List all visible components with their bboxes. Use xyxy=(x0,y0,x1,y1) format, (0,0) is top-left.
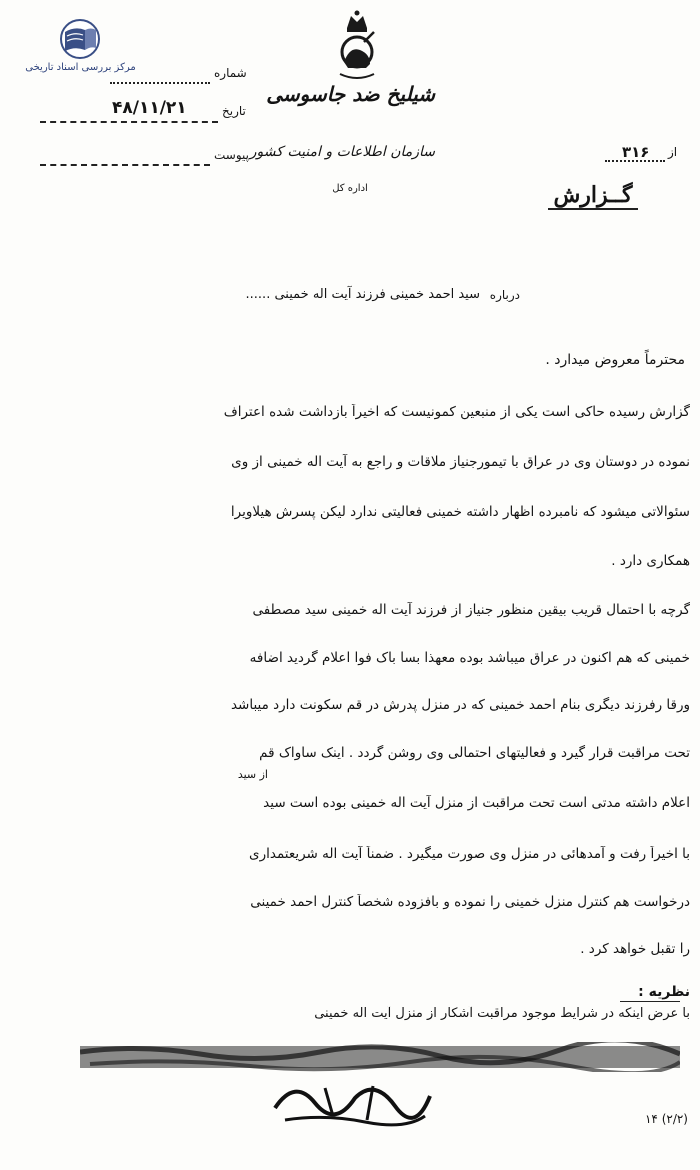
number-label: شماره xyxy=(214,66,247,80)
report-number-value: ۳۱۶ xyxy=(622,143,650,161)
date-line xyxy=(40,121,218,123)
opinion-underline xyxy=(620,1001,680,1002)
report-number-line xyxy=(605,160,665,162)
opinion-text: با عرض اینکه در شرایط موجود مراقبت آشکار از منزل آیت اله خمینی xyxy=(314,1006,690,1021)
body-line: درخواست هم کنترل منزل خمینی را نموده و بافزوده شخصاً کنترل احمد خمینی xyxy=(250,894,690,910)
opinion-label: نظریه : xyxy=(638,984,690,1000)
body-line: نموده در دوستان وی در عراق با تیمورجنیاز ملاقات و راجع به آیت اله خمینی از وی xyxy=(231,454,690,470)
body-line: را تقبل خواهد کرد . xyxy=(580,941,690,957)
body-line: خمینی که هم اکنون در عراق میباشد بوده معهذا بسا باک فوا اعلام گردید اضافه xyxy=(249,650,690,666)
body-line: اعلام داشته مدتی است تحت مراقبت از منزل آیت اله خمینی بوده است سید xyxy=(263,795,690,811)
subject-value: سید احمد خمینی فرزند آیت اله خمینی ...... xyxy=(245,287,480,302)
attachment-line xyxy=(40,164,210,166)
body-line: ورقا رفرزند دیگری بنام احمد خمینی که در منزل پدرش در قم سکونت دارد میباشد xyxy=(230,697,690,713)
body-line: گزارش رسیده حاکی است یکی از منبعین کمونیست که اخیراً بازداشت شده اعتراف xyxy=(223,404,690,420)
date-value: ۴۸/۱۱/۲۱ xyxy=(112,98,187,118)
body-line: تحت مراقبت قرار گیرد و فعالیتهای احتمالی وی روشن گردد . اینک ساواک قم xyxy=(259,745,690,761)
office-label: اداره کل xyxy=(332,183,368,194)
number-line xyxy=(110,82,210,84)
body-line: با اخیراً رفت و آمدهائی در منزل وی صورت میگیرد . ضمناً آیت اله شریعتمداری xyxy=(249,846,690,862)
interline-note: از سید xyxy=(237,768,268,781)
page-number: ۱۴ (۲/۲) xyxy=(644,1112,688,1126)
organization-title: شیلیخ ضد جاسوسی xyxy=(266,82,435,106)
archive-center-label: مرکز بررسی اسناد تاریخی xyxy=(25,62,136,73)
body-line: همکاری دارد . xyxy=(611,553,690,569)
body-line: سئوالاتی میشود که نامبرده اظهار داشته خمینی فعالیتی ندارد لیکن پسرش هیلاویرا xyxy=(230,504,690,520)
report-number-label: از xyxy=(668,145,678,159)
report-title: گــزارش xyxy=(553,182,633,208)
body-line: گرچه با احتمال قریب بیقین منظور جنیاز از فرزند آیت اله خمینی سید مصطفی xyxy=(252,602,690,618)
subject-label: درباره xyxy=(489,288,520,302)
report-title-underline xyxy=(548,208,638,210)
archive-book-logo-icon xyxy=(55,18,105,60)
salutation: محترماً معروض میدارد . xyxy=(545,352,685,368)
attachment-label: پیوست xyxy=(214,148,249,162)
lion-and-sun-crown-emblem-icon xyxy=(330,8,384,86)
organization-subtitle: سازمان اطلاعات و امنیت کشور xyxy=(249,144,435,160)
date-label: تاریخ xyxy=(222,104,246,118)
handwritten-signature xyxy=(255,1068,445,1138)
